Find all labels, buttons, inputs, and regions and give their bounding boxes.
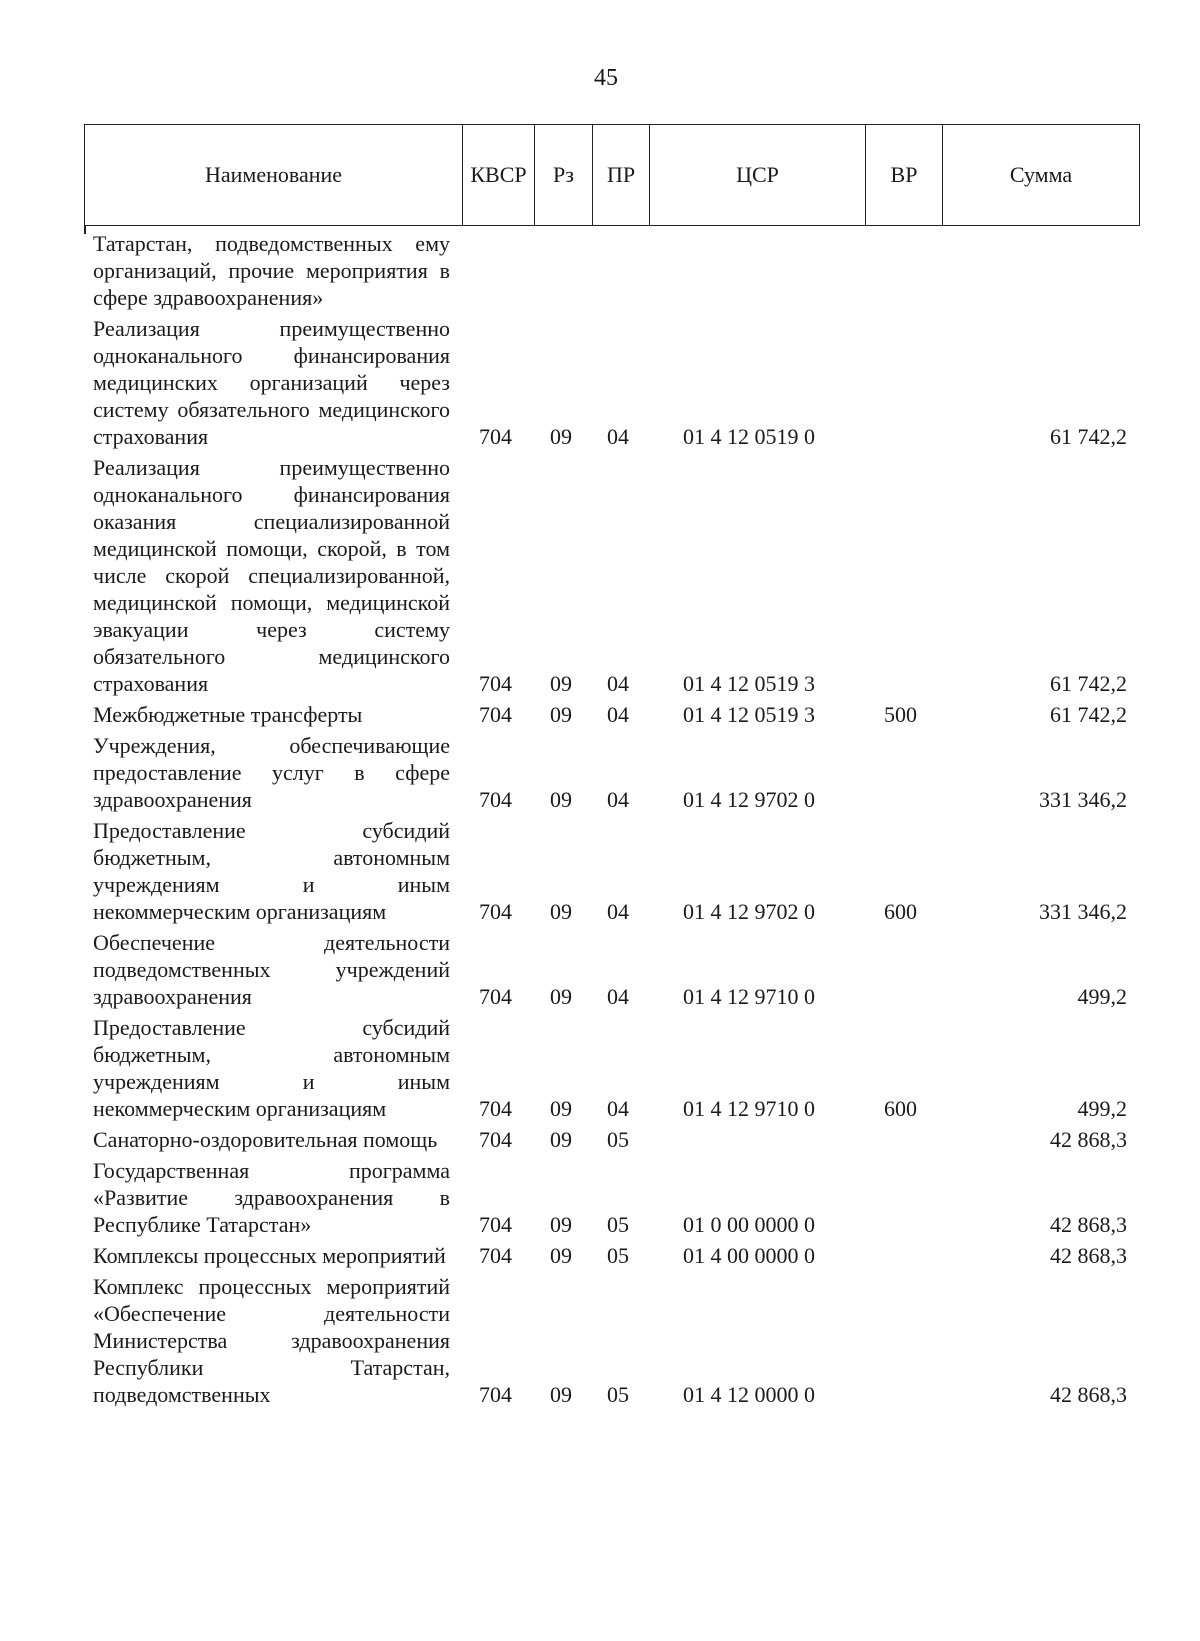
row-sum: 42 868,3 [1050, 1382, 1127, 1407]
row-rz: 09 [550, 1382, 572, 1407]
row-sum: 42 868,3 [1050, 1127, 1127, 1152]
table-row [0, 929, 1200, 1010]
row-csr: 01 4 12 0519 0 [683, 424, 815, 449]
row-vr: 600 [884, 1096, 917, 1121]
table-row [0, 1126, 1200, 1153]
table-row [0, 1273, 1200, 1408]
row-csr: 01 4 12 9702 0 [683, 787, 815, 812]
row-name: Реализация преимущественно одноканального финансирования оказания специализированной медицинской помощи, скорой, в том числе скорой специализированной, медицинской помощи, медицинской эвакуации через систему обязательного медицинского страхования [93, 455, 450, 696]
column-header-csr: ЦСР [650, 125, 866, 225]
row-pr: 04 [607, 671, 629, 696]
row-sum: 499,2 [1077, 984, 1127, 1009]
row-sum: 331 346,2 [1039, 899, 1127, 924]
row-name: Реализация преимущественно одноканального финансирования медицинских организаций через систему обязательного медицинского страхования [93, 316, 450, 449]
row-pr: 05 [607, 1212, 629, 1237]
row-kvsr: 704 [479, 1096, 512, 1121]
row-kvsr: 704 [479, 702, 512, 727]
table-header [84, 124, 1140, 226]
row-rz: 09 [550, 787, 572, 812]
row-name: Государственная программа «Развитие здравоохранения в Республике Татарстан» [93, 1158, 450, 1237]
row-pr: 05 [607, 1382, 629, 1407]
table-row [0, 454, 1200, 697]
row-name: Татарстан, подведомственных ему организаций, прочие мероприятия в сфере здравоохранения» [93, 231, 450, 310]
row-kvsr: 704 [479, 984, 512, 1009]
column-header-pr: ПР [593, 125, 650, 225]
row-pr: 05 [607, 1243, 629, 1268]
row-csr: 01 4 12 9710 0 [683, 984, 815, 1009]
row-kvsr: 704 [479, 1243, 512, 1268]
row-csr: 01 4 12 9710 0 [683, 1096, 815, 1121]
row-sum: 42 868,3 [1050, 1212, 1127, 1237]
row-kvsr: 704 [479, 899, 512, 924]
table-row [0, 1242, 1200, 1269]
row-csr: 01 4 12 0519 3 [683, 671, 815, 696]
row-kvsr: 704 [479, 671, 512, 696]
row-name: Учреждения, обеспечивающие предоставление услуг в сфере здравоохранения [93, 733, 450, 812]
row-pr: 04 [607, 984, 629, 1009]
row-rz: 09 [550, 671, 572, 696]
row-csr: 01 4 12 0519 3 [683, 702, 815, 727]
row-pr: 04 [607, 787, 629, 812]
row-sum: 331 346,2 [1039, 787, 1127, 812]
row-sum: 42 868,3 [1050, 1243, 1127, 1268]
row-pr: 05 [607, 1127, 629, 1152]
row-sum: 61 742,2 [1050, 702, 1127, 727]
table-row [0, 1014, 1200, 1122]
column-header-vr: ВР [866, 125, 943, 225]
row-rz: 09 [550, 984, 572, 1009]
row-rz: 09 [550, 1212, 572, 1237]
table-row [0, 1157, 1200, 1238]
page-number: 45 [594, 65, 618, 91]
row-name: Обеспечение деятельности подведомственных учреждений здравоохранения [93, 930, 450, 1009]
row-csr: 01 0 00 0000 0 [683, 1212, 815, 1237]
row-name: Межбюджетные трансферты [93, 702, 363, 727]
row-kvsr: 704 [479, 787, 512, 812]
column-header-kvsr: КВСР [463, 125, 535, 225]
row-sum: 61 742,2 [1050, 424, 1127, 449]
row-name: Предоставление субсидий бюджетным, автономным учреждениям и иным некоммерческим организациям [93, 1015, 450, 1121]
column-header-name: Наименование [85, 125, 463, 225]
row-kvsr: 704 [479, 424, 512, 449]
row-rz: 09 [550, 702, 572, 727]
column-header-sum: Сумма [1009, 162, 1073, 187]
row-rz: 09 [550, 1096, 572, 1121]
column-header-rz: Рз [535, 125, 593, 225]
row-rz: 09 [550, 1127, 572, 1152]
table-row [0, 230, 1200, 311]
row-sum: 499,2 [1077, 1096, 1127, 1121]
row-sum: 61 742,2 [1050, 671, 1127, 696]
table-row [0, 817, 1200, 925]
row-pr: 04 [607, 702, 629, 727]
table-row [0, 701, 1200, 728]
row-rz: 09 [550, 424, 572, 449]
table-body [0, 230, 1200, 1408]
row-csr: 01 4 12 9702 0 [683, 899, 815, 924]
row-rz: 09 [550, 899, 572, 924]
row-pr: 04 [607, 899, 629, 924]
table-row [0, 732, 1200, 813]
row-csr: 01 4 12 0000 0 [683, 1382, 815, 1407]
row-name: Комплекс процессных мероприятий «Обеспечение деятельности Министерства здравоохранения Республики Татарстан, подведомственных [93, 1274, 450, 1407]
row-pr: 04 [607, 1096, 629, 1121]
row-vr: 600 [884, 899, 917, 924]
row-rz: 09 [550, 1243, 572, 1268]
row-vr: 500 [884, 702, 917, 727]
row-name: Комплексы процессных мероприятий [93, 1243, 446, 1268]
row-kvsr: 704 [479, 1212, 512, 1237]
row-csr: 01 4 00 0000 0 [683, 1243, 815, 1268]
row-pr: 04 [607, 424, 629, 449]
row-name: Предоставление субсидий бюджетным, автономным учреждениям и иным некоммерческим организациям [93, 818, 450, 924]
row-kvsr: 704 [479, 1382, 512, 1407]
row-kvsr: 704 [479, 1127, 512, 1152]
row-name: Санаторно-оздоровительная помощь [93, 1127, 438, 1152]
table-row [0, 315, 1200, 450]
